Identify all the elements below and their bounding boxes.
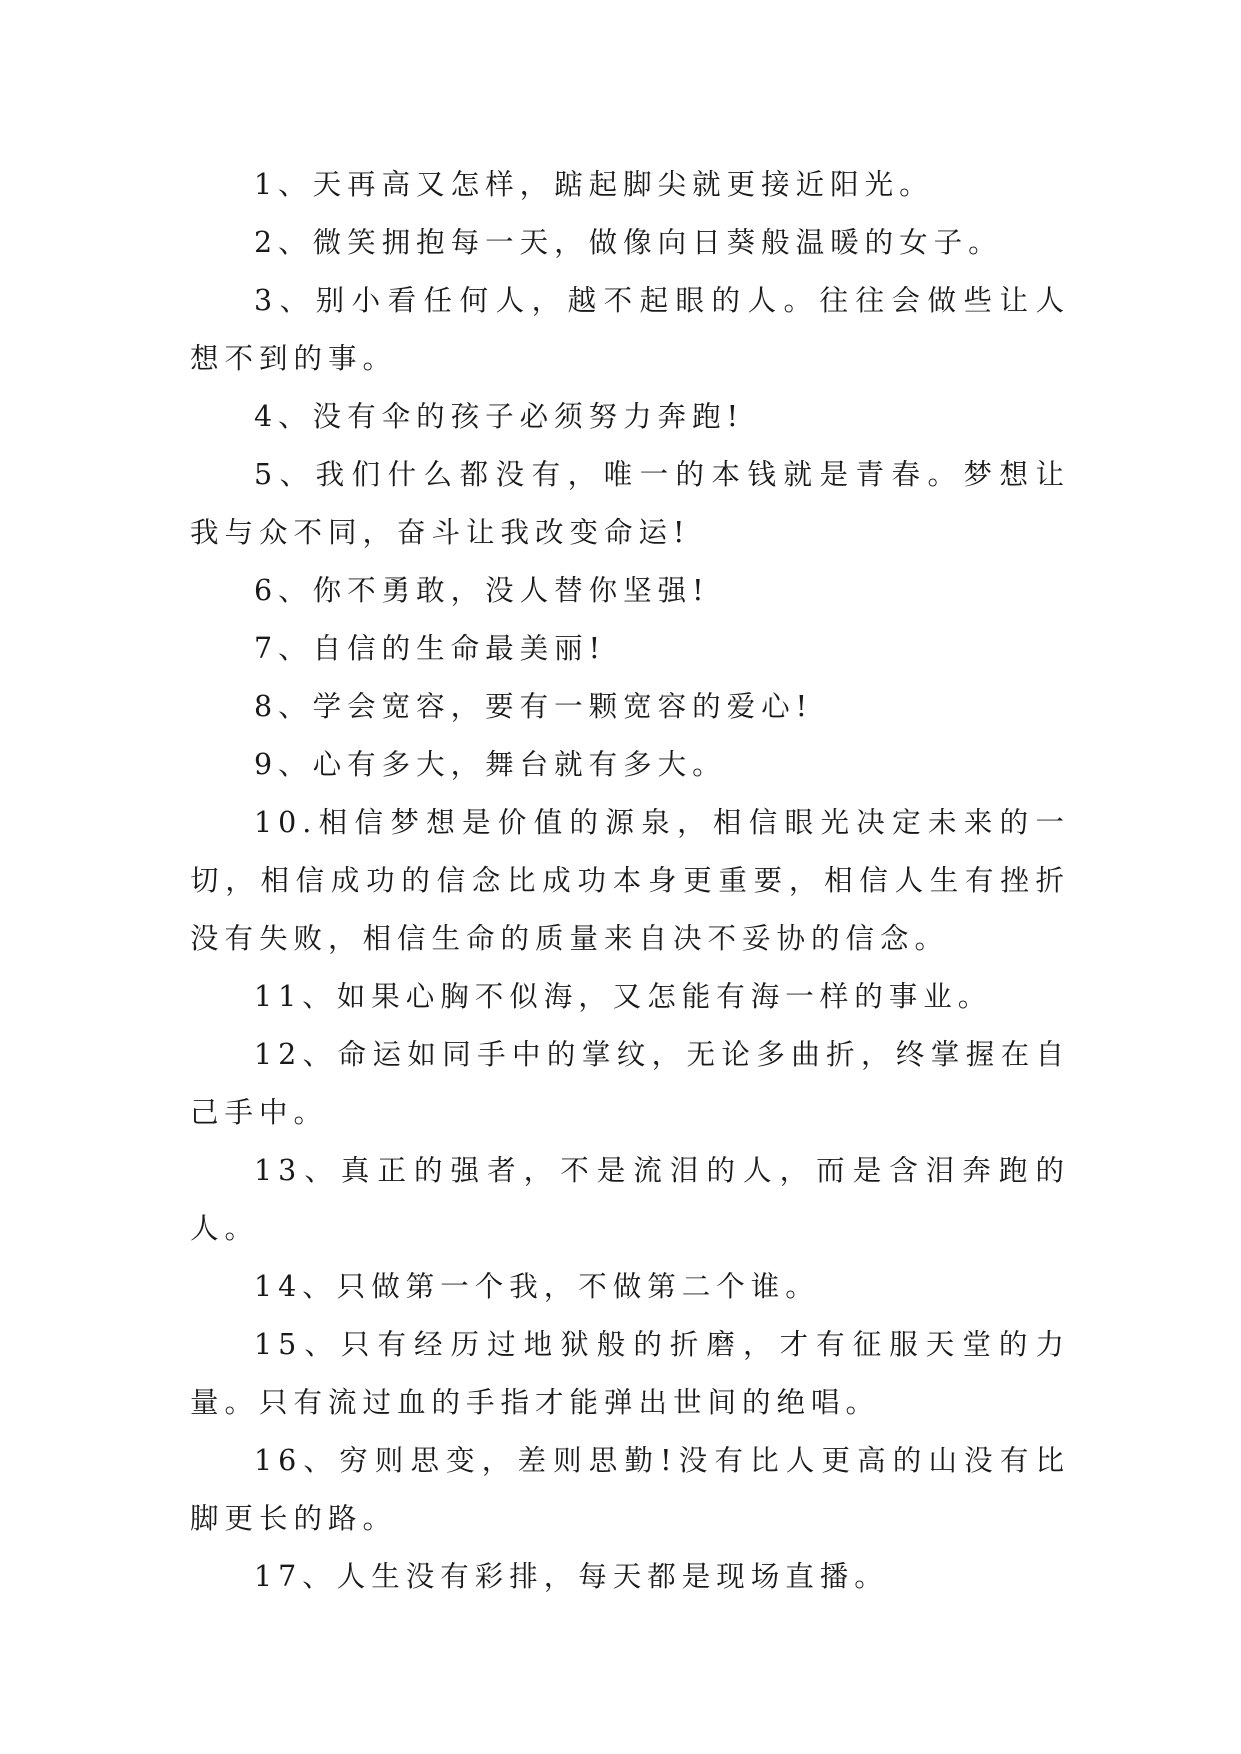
list-item: 5、我们什么都没有，唯一的本钱就是青春。梦想让我与众不同，奋斗让我改变命运! [190,458,1070,549]
list-item: 10.相信梦想是价值的源泉，相信眼光决定未来的一切，相信成功的信念比成功本身更重要，相信人生有挫折没有失败，相信生命的质量来自决不妥协的信念。 [190,806,1070,955]
list-item: 2、微笑拥抱每一天，做像向日葵般温暖的女子。 [254,226,1003,259]
list-item: 12、命运如同手中的掌纹，无论多曲折，终掌握在自己手中。 [190,1038,1070,1129]
list-item: 1、天再高又怎样，踮起脚尖就更接近阳光。 [254,168,934,201]
list-item: 17、人生没有彩排，每天都是现场直播。 [254,1560,889,1593]
list-item: 14、只做第一个我，不做第二个谁。 [254,1270,820,1303]
list-item: 13、真正的强者，不是流泪的人，而是含泪奔跑的人。 [190,1154,1070,1245]
document-body [190,156,1070,1606]
list-item: 3、别小看任何人，越不起眼的人。往往会做些让人想不到的事。 [190,284,1070,375]
list-item: 16、穷则思变，差则思勤!没有比人更高的山没有比脚更长的路。 [190,1444,1070,1535]
list-item: 11、如果心胸不似海，又怎能有海一样的事业。 [254,980,993,1013]
list-item: 6、你不勇敢，没人替你坚强! [254,574,710,607]
list-item: 4、没有伞的孩子必须努力奔跑! [254,400,745,433]
list-item: 9、心有多大，舞台就有多大。 [254,748,727,781]
list-item: 15、只有经历过地狱般的折磨，才有征服天堂的力量。只有流过血的手指才能弹出世间的绝唱。 [190,1328,1070,1419]
list-item: 7、自信的生命最美丽! [254,632,607,665]
list-item: 8、学会宽容，要有一颗宽容的爱心! [254,690,814,723]
